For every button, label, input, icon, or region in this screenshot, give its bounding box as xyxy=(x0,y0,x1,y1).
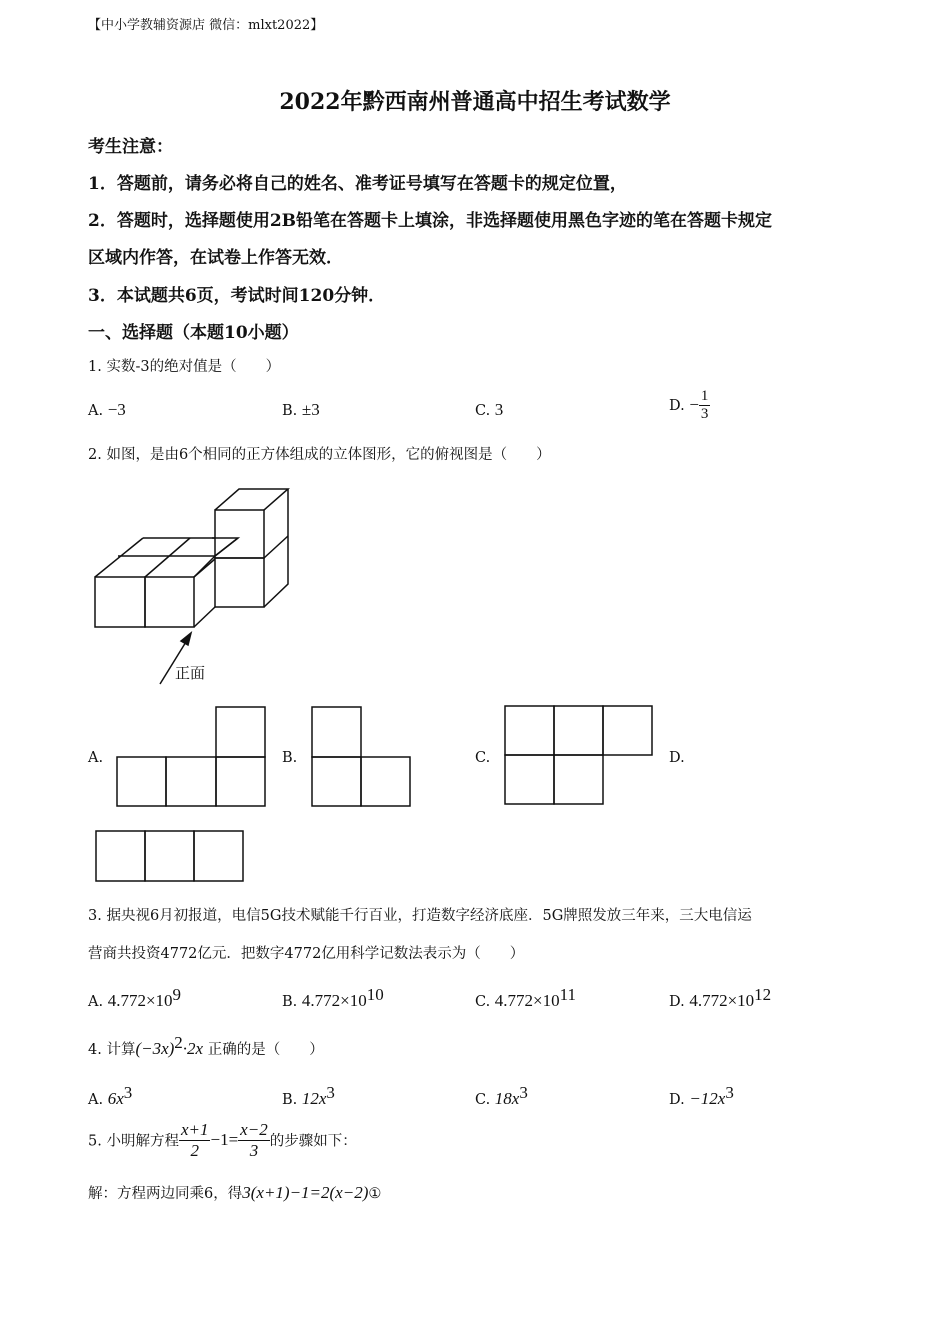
q3-stem-line2: 营商共投资4772亿元．把数字4772亿用科学记数法表示为（ ） xyxy=(88,946,525,962)
q2-cube-edge xyxy=(215,538,238,556)
q2-tower-top xyxy=(215,489,288,510)
q2-option-b-figure xyxy=(311,706,413,809)
q2-cube-edge xyxy=(95,538,143,577)
q2-solid-figure xyxy=(90,484,300,689)
header-watermark: 【中小学教辅资源店 微信：mlxt2022】 xyxy=(88,18,324,33)
q2-tower-front-bottom xyxy=(215,558,264,607)
notice-item-3: 3．本试题共6页，考试时间120分钟． xyxy=(88,286,386,306)
q2-option-a-label: A. xyxy=(88,750,104,766)
q4-option-d: D. $-12x^3$ xyxy=(669,1083,734,1108)
q1-option-a: A. −3 xyxy=(88,400,126,419)
q4-option-a: A. $6x^3$ xyxy=(88,1083,133,1108)
q3-option-d: D. $4.772\times 10^{12}$ xyxy=(669,985,772,1010)
q1-option-d: D. − $\frac{1}{3}$ xyxy=(669,388,709,423)
q1-stem: 1. 实数-3的绝对值是（ ） xyxy=(88,359,281,375)
section-heading: 一、选择题（本题10小题） xyxy=(88,323,299,343)
notice-item-1: 1．答题前，请务必将自己的姓名、准考证号填写在答题卡的规定位置， xyxy=(88,174,627,194)
q3-option-a: A. $4.772\times 10^9$ xyxy=(88,985,182,1010)
q1-option-c: C. 3 xyxy=(475,400,504,419)
notice-item-2-cont: 区域内作答，在试卷上作答无效． xyxy=(88,248,343,268)
q5-stem: 5. 小明解方程 $\frac{x+1}{2}$ −1= $\frac{x-2}{3}$ 的步骤如下： xyxy=(88,1120,357,1160)
q2-cube-front xyxy=(95,577,145,627)
q2-option-c-figure xyxy=(504,705,656,808)
q1-option-b: B. ±3 xyxy=(282,400,320,419)
q2-cube-edge xyxy=(264,536,288,558)
q4-option-c: C. $18x^3$ xyxy=(475,1083,528,1108)
q2-cube-front xyxy=(145,577,194,627)
q2-arrow-head xyxy=(181,633,191,645)
notice-heading: 考生注意： xyxy=(88,137,173,157)
q4-stem: 4. 计算$(-3x)^2\cdot 2x$ 正确的是（ ） xyxy=(88,1033,324,1058)
q5-solution-step1: 解：方程两边同乘6，得3(x+1)−1=2(x−2)① xyxy=(88,1183,382,1202)
q2-cube-edge xyxy=(194,607,215,627)
q2-front-label: 正面 xyxy=(175,664,206,682)
q2-cube-edge xyxy=(145,538,190,577)
q3-stem-line1: 3. 据央视6月初报道，电信5G技术赋能千行百业，打造数字经济底座．5G牌照发放三年来，三大电信运 xyxy=(88,908,752,924)
q3-option-c: C. $4.772\times 10^{11}$ xyxy=(475,985,577,1010)
notice-item-2: 2．答题时，选择题使用2B铅笔在答题卡上填涂，非选择题使用黑色字迹的笔在答题卡规定 xyxy=(88,211,773,231)
q2-option-d-label: D. xyxy=(669,750,685,766)
q2-option-b-label: B. xyxy=(282,750,298,766)
q4-option-b: B. $12x^3$ xyxy=(282,1083,335,1108)
q2-option-a-figure xyxy=(116,706,268,809)
q2-option-d-figure xyxy=(95,830,247,884)
page-title: 2022年黔西南州普通高中招生考试数学 xyxy=(279,89,671,115)
q2-stem: 2. 如图，是由6个相同的正方体组成的立体图形，它的俯视图是（ ） xyxy=(88,447,551,463)
q2-option-c-label: C. xyxy=(475,750,491,766)
q2-cube-edge xyxy=(194,559,215,577)
q3-option-b: B. $4.772\times 10^{10}$ xyxy=(282,985,384,1010)
